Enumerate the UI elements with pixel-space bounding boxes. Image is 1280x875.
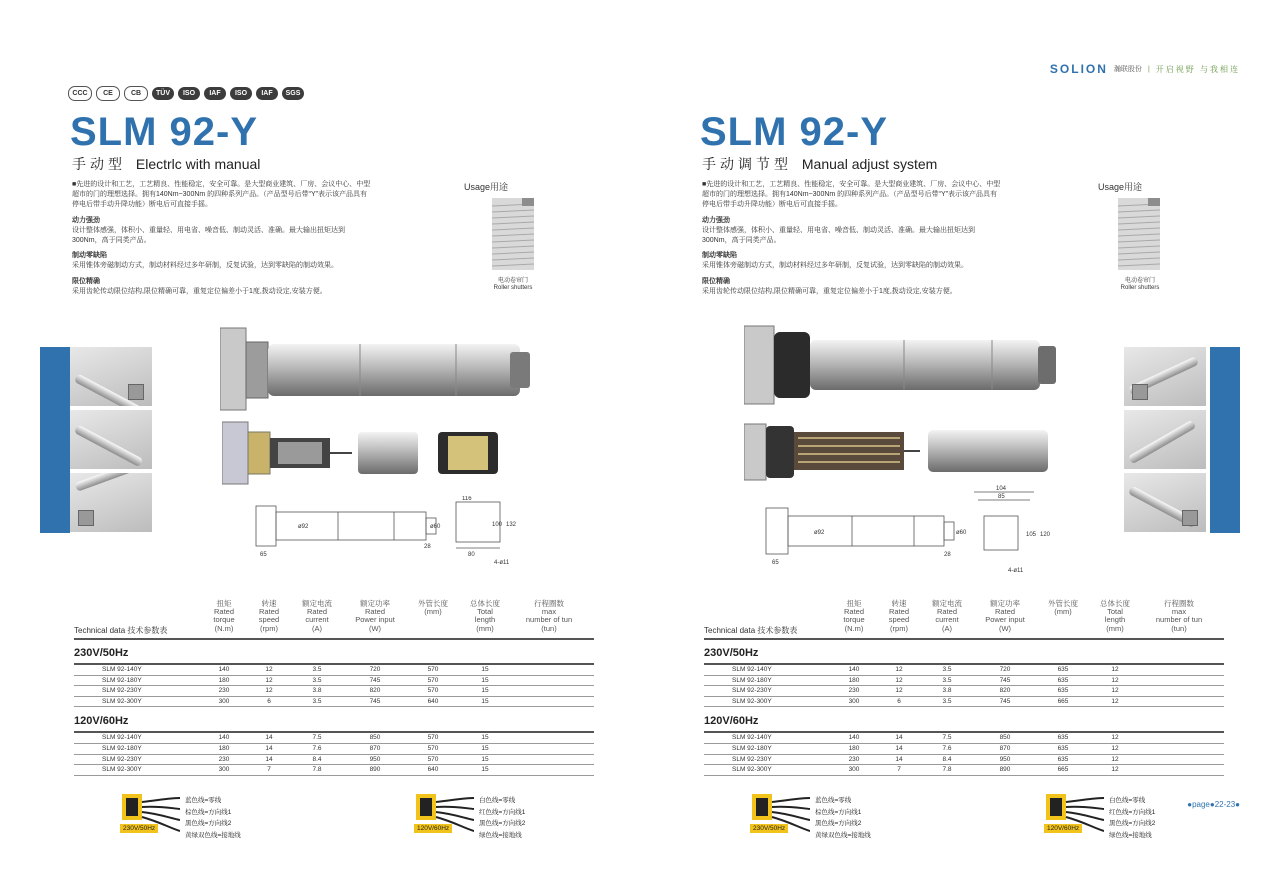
model-cell: SLM 92-180Y xyxy=(732,676,772,684)
value-cell: 12 xyxy=(895,687,903,695)
subtitle-cn: 手动调节型 xyxy=(702,156,792,172)
value-cell: 850 xyxy=(369,734,381,742)
value-cell: 15 xyxy=(481,766,489,774)
value-cell: 3.8 xyxy=(312,687,322,695)
subtitle-cn: 手动型 xyxy=(72,156,126,172)
roller-shutter-image xyxy=(492,198,534,270)
model-cell: SLM 92-140Y xyxy=(102,666,142,673)
feature-heading: 限位精确 xyxy=(72,277,100,285)
value-cell: 15 xyxy=(481,697,489,705)
intro-text: ■先进的设计和工艺，工艺精良、性能稳定，安全可靠。是大型商业建筑、厂房、会议中心、中型超市的门的理想选择。拥有140Nm~300Nm 的四种系列产品。（产品型号后带“Y”表示该产品具有停电后带手动升降功能）断电后可直接手摇。 xyxy=(702,181,1001,209)
wiring-diagram-120v xyxy=(414,788,564,840)
value-cell: 640 xyxy=(427,697,439,705)
value-cell: 745 xyxy=(999,697,1011,705)
value-cell: 300 xyxy=(848,697,860,705)
value-cell: 12 xyxy=(1111,755,1119,763)
value-cell: 635 xyxy=(1057,676,1069,684)
dim-label: ø92 xyxy=(298,524,309,530)
value-cell: 640 xyxy=(427,766,439,774)
usage-caption xyxy=(1105,278,1175,292)
feature-text: 采用齿轮传动限位结构,限位精确可靠，重复定位偏差小于1度,拨动设定,安装方便。 xyxy=(702,287,957,295)
dim-label: ø60 xyxy=(956,530,967,536)
value-cell: 180 xyxy=(848,676,860,684)
column-header: 转速 Rated speed (rpm) xyxy=(258,599,280,633)
feature-heading: 制动零缺陷 xyxy=(72,252,107,260)
model-cell: SLM 92-300Y xyxy=(732,766,772,774)
brand-slogan: 开启视野 与我相连 xyxy=(1155,64,1240,74)
dim-label: ø92 xyxy=(814,530,825,536)
motor-assembly-image xyxy=(220,322,530,414)
value-cell: 12 xyxy=(1111,697,1119,705)
certification-badge: IAF xyxy=(256,87,278,100)
dim-label: 132 xyxy=(506,522,517,528)
usage-label: Usage用途 xyxy=(464,182,509,192)
column-header: 额定电流 Rated current (A) xyxy=(302,599,332,633)
table-header xyxy=(704,600,1224,638)
wire-legend: 白色线=零线 红色线=方向线1 黑色线=方向线2 绿色线=接地线 xyxy=(1109,797,1156,839)
certification-badge: IAF xyxy=(204,87,226,100)
dim-label: 4-ø11 xyxy=(1008,568,1024,574)
value-cell: 3.5 xyxy=(312,676,322,684)
value-cell: 140 xyxy=(848,666,860,673)
model-cell: SLM 92-300Y xyxy=(732,697,772,705)
value-cell: 180 xyxy=(218,676,230,684)
value-cell: 720 xyxy=(999,666,1011,673)
dim-label: 85 xyxy=(998,494,1005,500)
value-cell: 570 xyxy=(427,755,439,763)
value-cell: 230 xyxy=(848,687,860,695)
detail-photo xyxy=(1124,410,1206,469)
value-cell: 570 xyxy=(427,744,439,752)
value-cell: 14 xyxy=(265,744,273,752)
column-header: 扭矩 Rated torque (N.m) xyxy=(843,599,865,633)
value-cell: 14 xyxy=(895,744,903,752)
value-cell: 745 xyxy=(369,697,381,705)
column-header: 额定功率 Rated Power input (W) xyxy=(355,599,395,633)
table-row xyxy=(704,676,1224,687)
value-cell: 6 xyxy=(267,697,271,705)
value-cell: 3.8 xyxy=(942,687,952,695)
dim-label: 100 xyxy=(492,522,503,528)
dim-label: 104 xyxy=(996,486,1007,492)
column-header: 额定电流 Rated current (A) xyxy=(932,599,962,633)
model-cell: SLM 92-230Y xyxy=(732,755,772,763)
value-cell: 635 xyxy=(1057,687,1069,695)
table-row xyxy=(704,744,1224,755)
dim-label: 65 xyxy=(260,552,267,558)
column-header: 总体长度 Total length (mm) xyxy=(1100,599,1130,633)
value-cell: 6 xyxy=(897,697,901,705)
value-cell: 15 xyxy=(481,666,489,673)
value-cell: 12 xyxy=(1111,687,1119,695)
value-cell: 300 xyxy=(848,766,860,774)
value-cell: 870 xyxy=(999,744,1011,752)
value-cell: 14 xyxy=(265,734,273,742)
detail-photo xyxy=(1124,473,1206,532)
model-cell: SLM 92-140Y xyxy=(732,734,772,742)
model-cell: SLM 92-180Y xyxy=(102,744,142,752)
section-title: 230V/50Hz xyxy=(74,647,129,659)
value-cell: 3.5 xyxy=(312,666,322,673)
intro-text: ■先进的设计和工艺，工艺精良、性能稳定，安全可靠。是大型商业建筑、厂房、会议中心、中型超市的门的理想选择。拥有140Nm~300Nm 的四种系列产品。（产品型号后带“Y”表示该产品具有停电后带手动升降功能）断电后可直接手摇。 xyxy=(72,181,371,209)
model-cell: SLM 92-300Y xyxy=(102,766,142,774)
detail-photo xyxy=(1124,347,1206,406)
rows-230 xyxy=(74,665,594,707)
value-cell: 7 xyxy=(267,766,271,774)
value-cell: 665 xyxy=(1057,766,1069,774)
table-row xyxy=(74,744,594,755)
value-cell: 3.5 xyxy=(312,697,322,705)
column-header: 外管长度 (mm) xyxy=(1048,599,1078,617)
model-cell: SLM 92-140Y xyxy=(102,734,142,742)
value-cell: 570 xyxy=(427,734,439,742)
value-cell: 230 xyxy=(218,687,230,695)
certification-badge: CE xyxy=(96,86,120,101)
certification-logos xyxy=(68,86,304,101)
section-title: 230V/50Hz xyxy=(704,647,759,659)
table-row xyxy=(74,765,594,776)
value-cell: 12 xyxy=(265,666,273,673)
product-subtitle xyxy=(702,154,937,174)
value-cell: 7.6 xyxy=(942,744,952,752)
certification-badge: ISO xyxy=(178,87,200,100)
wire-legend: 白色线=零线 红色线=方向线1 黑色线=方向线2 绿色线=接地线 xyxy=(479,797,526,839)
dimension-drawing xyxy=(254,496,524,570)
value-cell: 15 xyxy=(481,676,489,684)
detail-thumbnails xyxy=(70,347,152,536)
column-header: 总体长度 Total length (mm) xyxy=(470,599,500,633)
value-cell: 300 xyxy=(218,766,230,774)
model-cell: SLM 92-230Y xyxy=(102,755,142,763)
feature-heading: 制动零缺陷 xyxy=(702,252,737,260)
feature-heading: 限位精确 xyxy=(702,277,730,285)
table-row xyxy=(704,697,1224,708)
value-cell: 14 xyxy=(895,734,903,742)
value-cell: 12 xyxy=(1111,744,1119,752)
value-cell: 570 xyxy=(427,666,439,673)
voltage-tag: 120V/60Hz xyxy=(1044,824,1082,833)
table-row xyxy=(704,765,1224,776)
voltage-tag: 230V/50Hz xyxy=(120,824,158,833)
value-cell: 12 xyxy=(1111,666,1119,673)
value-cell: 745 xyxy=(999,676,1011,684)
product-description xyxy=(702,180,1002,297)
product-subtitle xyxy=(72,154,260,174)
model-cell: SLM 92-230Y xyxy=(732,687,772,695)
detail-photo xyxy=(70,410,152,469)
detail-photo xyxy=(70,347,152,406)
subtitle-en: Electrlc with manual xyxy=(135,156,261,172)
feature-text: 采用锥体旁磁制动方式，制动材料经过多年研制，反复试验，达到零缺陷的制动效果。 xyxy=(702,262,968,270)
feature-heading: 动力强劲 xyxy=(702,216,730,224)
exploded-parts-image xyxy=(744,420,1050,484)
model-cell: SLM 92-140Y xyxy=(732,666,772,673)
wire-legend: 蓝色线=零线 棕色线=方向线1 黑色线=方向线2 黄绿双色线=接地线 xyxy=(815,797,871,839)
feature-heading: 动力强劲 xyxy=(72,216,100,224)
table-row xyxy=(704,686,1224,697)
certification-badge: CCC xyxy=(68,86,92,101)
model-cell: SLM 92-230Y xyxy=(102,687,142,695)
wiring-diagram-230v xyxy=(120,788,270,840)
table-row xyxy=(74,755,594,766)
dim-label: 80 xyxy=(468,552,475,558)
value-cell: 140 xyxy=(218,666,230,673)
technical-data-table xyxy=(74,600,594,776)
motor-assembly-image xyxy=(744,324,1056,406)
usage-label: Usage用途 xyxy=(1098,182,1143,192)
dim-label: 120 xyxy=(1040,532,1051,538)
subtitle-en: Manual adjust system xyxy=(801,156,938,172)
exploded-parts-image xyxy=(222,420,512,486)
dim-label: 65 xyxy=(772,560,779,566)
table-row xyxy=(74,686,594,697)
value-cell: 12 xyxy=(895,676,903,684)
roller-shutter-image xyxy=(1118,198,1160,270)
value-cell: 300 xyxy=(218,697,230,705)
table-row xyxy=(74,733,594,744)
value-cell: 12 xyxy=(895,666,903,673)
feature-text: 采用锥体旁磁制动方式，制动材料经过多年研制，反复试验，达到零缺陷的制动效果。 xyxy=(72,262,338,270)
model-cell: SLM 92-180Y xyxy=(732,744,772,752)
usage-caption-en: Roller shutters xyxy=(493,285,533,291)
value-cell: 15 xyxy=(481,687,489,695)
dim-label: 105 xyxy=(1026,532,1037,538)
column-header: 转速 Rated speed (rpm) xyxy=(888,599,910,633)
value-cell: 140 xyxy=(218,734,230,742)
product-title: SLM 92-Y xyxy=(70,110,259,154)
detail-photo xyxy=(70,473,152,532)
value-cell: 180 xyxy=(848,744,860,752)
brand-header: SOLION 瀚联股份 | 开启视野 与我相连 xyxy=(1049,62,1240,76)
dim-label: 28 xyxy=(424,544,431,550)
value-cell: 140 xyxy=(848,734,860,742)
column-header: 行程圈数 max number of tun (tun) xyxy=(525,599,573,633)
model-cell: SLM 92-300Y xyxy=(102,697,142,705)
company-name: 瀚联股份 xyxy=(1113,66,1142,73)
value-cell: 12 xyxy=(265,687,273,695)
table-label: Technical data 技术参数表 xyxy=(74,626,168,635)
certification-badge: TÜV xyxy=(152,87,174,100)
section-title: 120V/60Hz xyxy=(704,715,759,728)
value-cell: 3.5 xyxy=(942,697,952,705)
value-cell: 15 xyxy=(481,755,489,763)
brand-logo: SOLION xyxy=(1049,62,1108,76)
table-row xyxy=(74,665,594,676)
column-header: 额定功率 Rated Power input (W) xyxy=(985,599,1025,633)
value-cell: 890 xyxy=(369,766,381,774)
value-cell: 570 xyxy=(427,676,439,684)
table-row xyxy=(74,676,594,687)
dim-label: 4-ø11 xyxy=(494,560,510,566)
value-cell: 3.5 xyxy=(942,666,952,673)
value-cell: 180 xyxy=(218,744,230,752)
value-cell: 890 xyxy=(999,766,1011,774)
value-cell: 14 xyxy=(265,755,273,763)
voltage-tag: 230V/50Hz xyxy=(750,824,788,833)
value-cell: 230 xyxy=(848,755,860,763)
section-title: 120V/60Hz xyxy=(74,715,129,728)
product-title: SLM 92-Y xyxy=(700,110,889,154)
feature-text: 设计整体感强，体积小、重量轻、用电省、噪音低、制动灵活、准确。最大输出扭矩达到300Nm，高于同类产品。 xyxy=(702,226,975,245)
value-cell: 15 xyxy=(481,734,489,742)
column-header: 外管长度 (mm) xyxy=(418,599,448,617)
table-row xyxy=(704,733,1224,744)
value-cell: 8.4 xyxy=(312,755,322,763)
value-cell: 635 xyxy=(1057,734,1069,742)
value-cell: 7 xyxy=(897,766,901,774)
value-cell: 850 xyxy=(999,734,1011,742)
column-header: 行程圈数 max number of tun (tun) xyxy=(1155,599,1203,633)
value-cell: 950 xyxy=(999,755,1011,763)
value-cell: 7.8 xyxy=(312,766,322,774)
wire-legend: 蓝色线=零线 棕色线=方向线1 黑色线=方向线2 黄绿双色线=接地线 xyxy=(185,797,241,839)
value-cell: 12 xyxy=(1111,766,1119,774)
table-row xyxy=(704,665,1224,676)
rows-120 xyxy=(74,733,594,775)
right-page xyxy=(640,0,1280,875)
dim-label: 116 xyxy=(462,496,472,502)
wiring-diagram-230v xyxy=(750,788,900,840)
value-cell: 570 xyxy=(427,687,439,695)
value-cell: 7.6 xyxy=(312,744,322,752)
value-cell: 12 xyxy=(265,676,273,684)
page-number: ●page●22-23● xyxy=(1187,800,1240,809)
value-cell: 12 xyxy=(1111,676,1119,684)
value-cell: 15 xyxy=(481,744,489,752)
feature-text: 设计整体感强，体积小、重量轻、用电省、噪音低、制动灵活、准确。最大输出扭矩达到300Nm，高于同类产品。 xyxy=(72,226,345,245)
value-cell: 3.5 xyxy=(942,676,952,684)
table-label: Technical data 技术参数表 xyxy=(704,626,798,635)
value-cell: 820 xyxy=(369,687,381,695)
dim-label: ø60 xyxy=(430,524,441,530)
value-cell: 635 xyxy=(1057,744,1069,752)
table-row xyxy=(704,755,1224,766)
value-cell: 745 xyxy=(369,676,381,684)
value-cell: 950 xyxy=(369,755,381,763)
value-cell: 230 xyxy=(218,755,230,763)
technical-data-table xyxy=(704,600,1224,776)
dim-label: 28 xyxy=(944,552,951,558)
side-accent-bar xyxy=(1210,347,1240,533)
usage-caption xyxy=(478,278,548,292)
value-cell: 635 xyxy=(1057,666,1069,673)
side-accent-bar xyxy=(40,347,70,533)
value-cell: 820 xyxy=(999,687,1011,695)
table-row xyxy=(74,697,594,708)
rows-120 xyxy=(704,733,1224,775)
value-cell: 7.5 xyxy=(312,734,322,742)
value-cell: 14 xyxy=(895,755,903,763)
usage-caption-cn: 电动卷帘门 xyxy=(497,278,528,284)
voltage-tag: 120V/60Hz xyxy=(414,824,452,833)
table-header xyxy=(74,600,594,638)
model-cell: SLM 92-180Y xyxy=(102,676,142,684)
value-cell: 635 xyxy=(1057,755,1069,763)
usage-caption-cn: 电动卷帘门 xyxy=(1124,278,1155,284)
value-cell: 8.4 xyxy=(942,755,952,763)
dimension-drawing xyxy=(764,484,1054,576)
value-cell: 870 xyxy=(369,744,381,752)
usage-caption-en: Roller shutters xyxy=(1120,285,1160,291)
value-cell: 665 xyxy=(1057,697,1069,705)
certification-badge: SGS xyxy=(282,87,304,100)
detail-thumbnails xyxy=(1124,347,1206,536)
product-description xyxy=(72,180,372,297)
value-cell: 7.5 xyxy=(942,734,952,742)
rows-230 xyxy=(704,665,1224,707)
value-cell: 7.8 xyxy=(942,766,952,774)
value-cell: 720 xyxy=(369,666,381,673)
feature-text: 采用齿轮传动限位结构,限位精确可靠，重复定位偏差小于1度,拨动设定,安装方便。 xyxy=(72,287,327,295)
wiring-diagram-120v xyxy=(1044,788,1194,840)
certification-badge: ISO xyxy=(230,87,252,100)
certification-badge: CB xyxy=(124,86,148,101)
column-header: 扭矩 Rated torque (N.m) xyxy=(213,599,235,633)
value-cell: 12 xyxy=(1111,734,1119,742)
